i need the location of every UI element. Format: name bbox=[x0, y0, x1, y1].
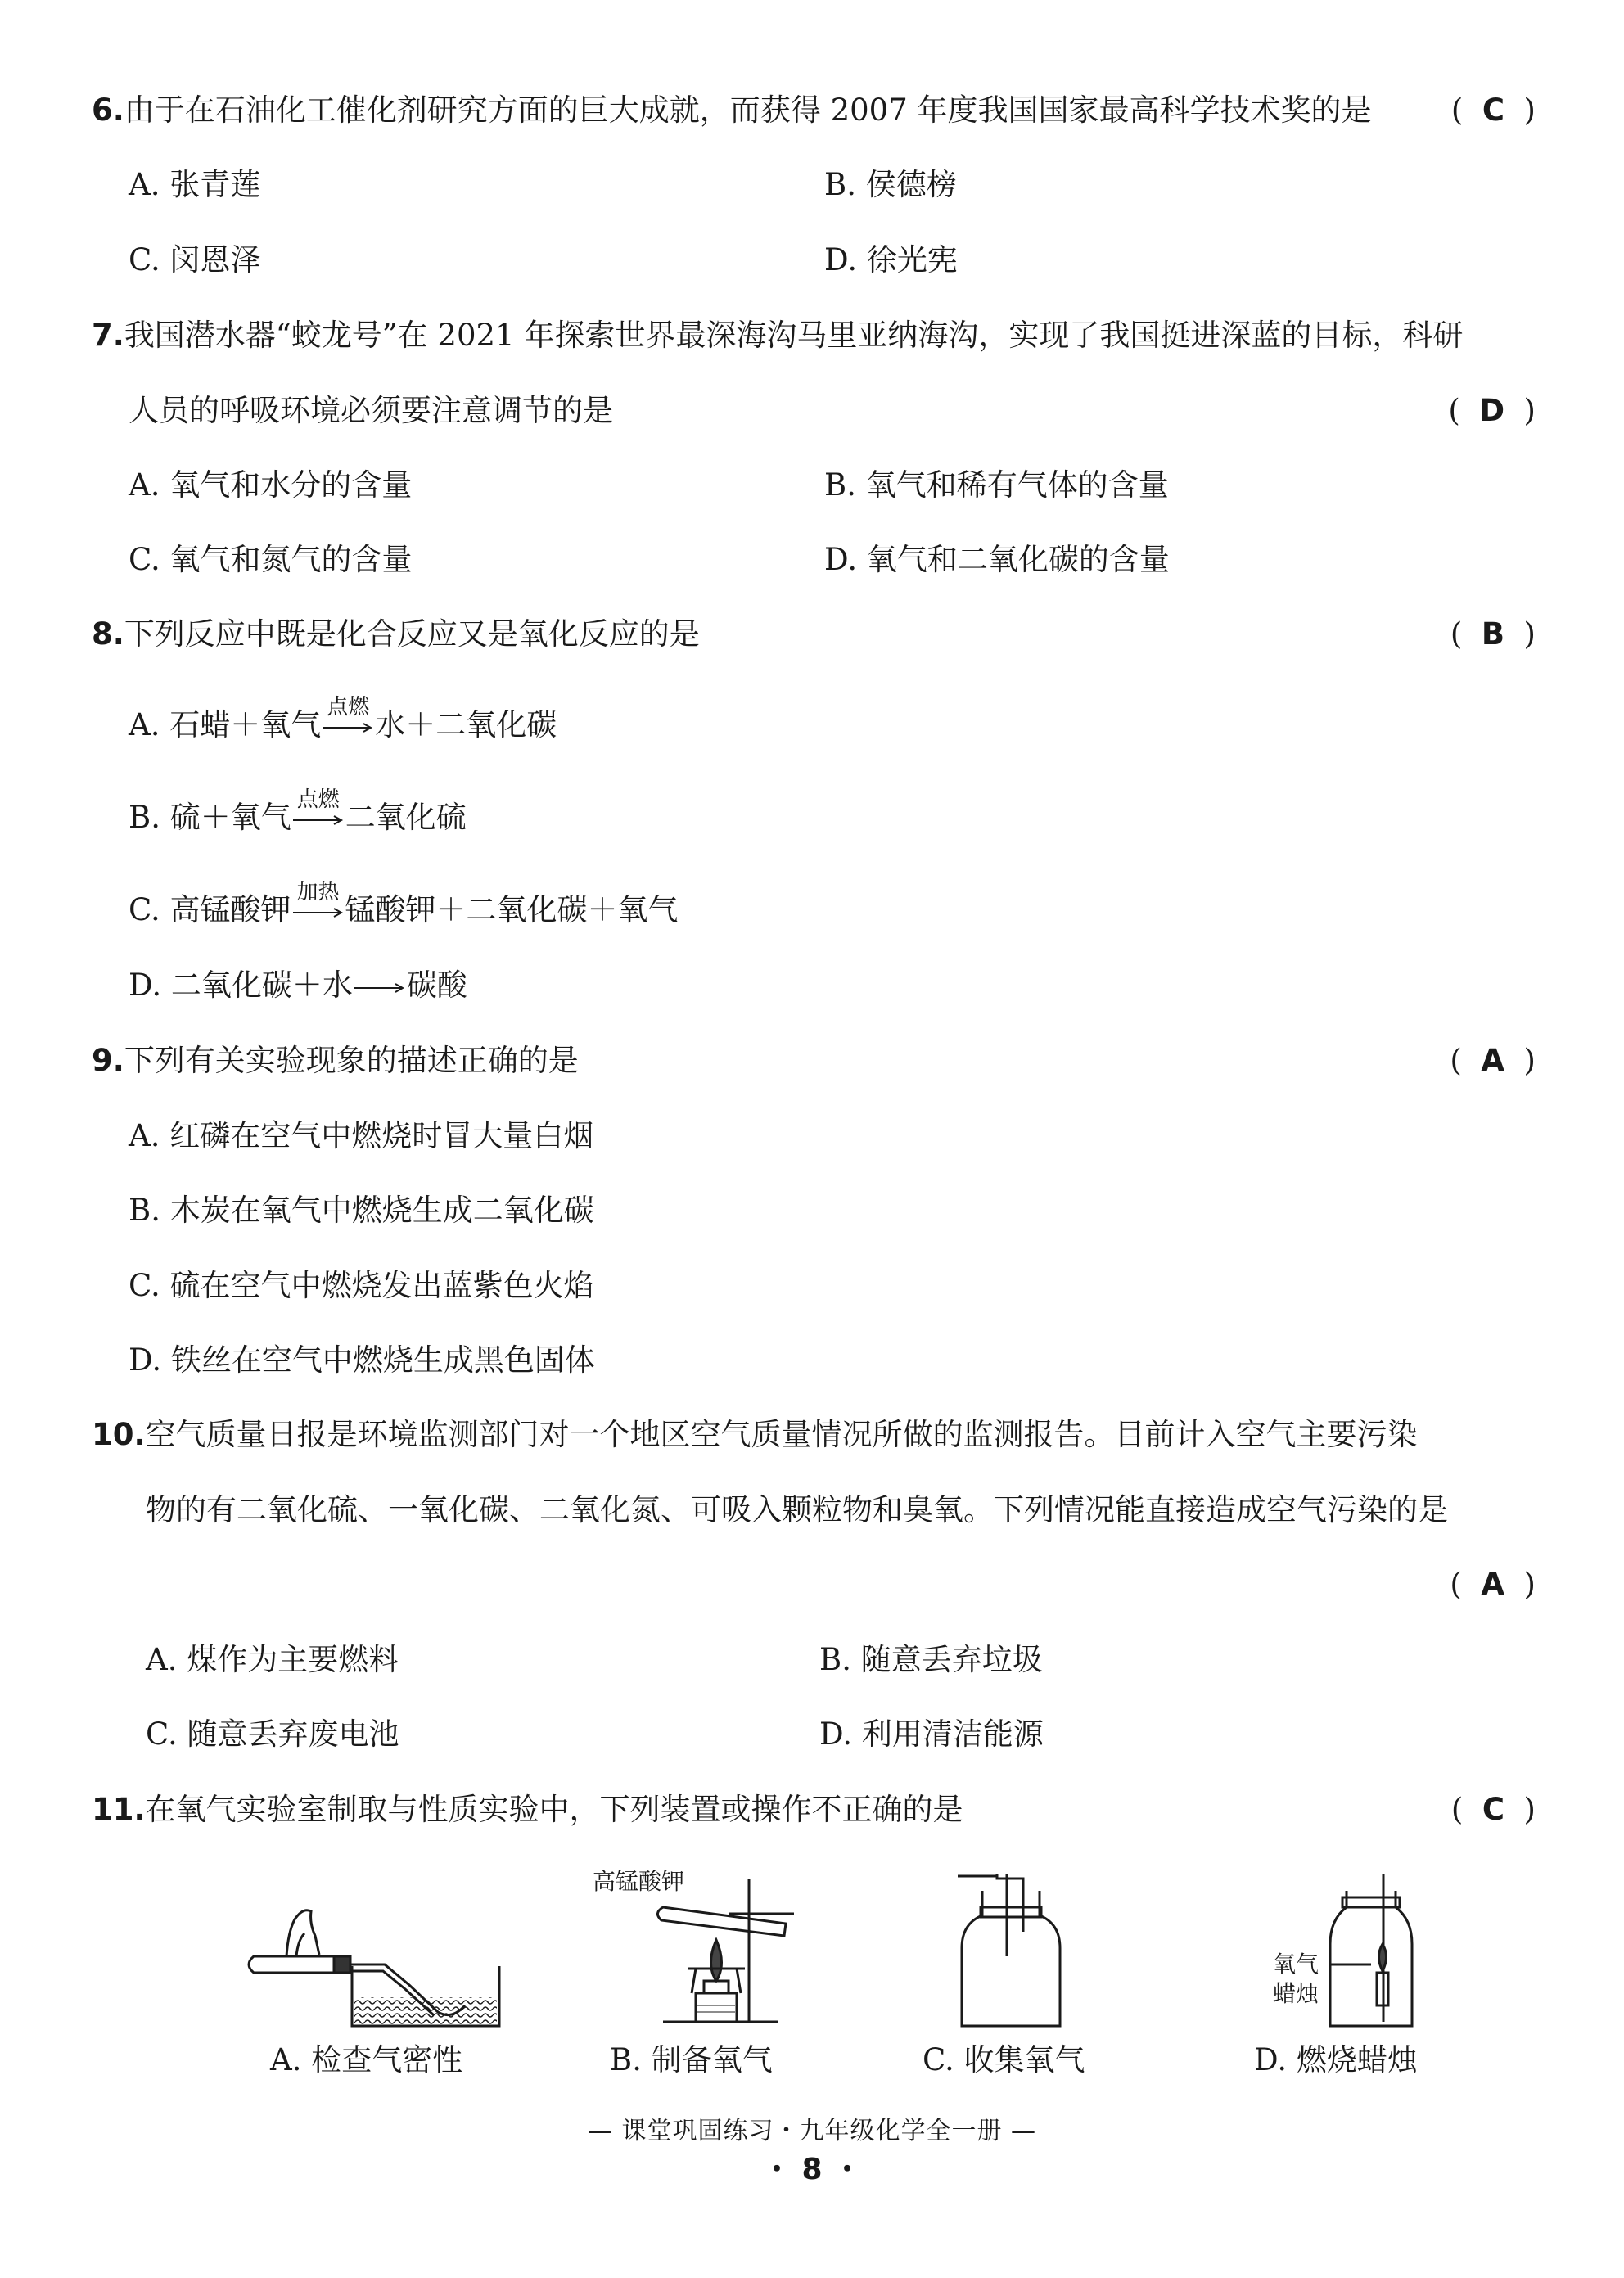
question-number: 7. bbox=[92, 318, 124, 353]
question-7-line2 bbox=[129, 393, 1534, 429]
option-d: D. 铁丝在空气中燃烧生成黑色固体 bbox=[129, 1342, 595, 1378]
option-c: C. 闵恩泽 bbox=[129, 242, 261, 277]
reactants: A. 石蜡＋氧气 bbox=[129, 707, 322, 742]
reaction-arrow bbox=[293, 879, 344, 921]
answer-7: ( D ) bbox=[1448, 393, 1536, 428]
option-a: A. 煤作为主要燃料 bbox=[146, 1642, 399, 1677]
answer-11: ( C ) bbox=[1450, 1792, 1536, 1827]
products: 水＋二氧化碳 bbox=[375, 707, 557, 742]
option-a: A. 氧气和水分的含量 bbox=[129, 467, 413, 503]
reaction-condition: 点燃 bbox=[296, 787, 340, 812]
reaction-option-b bbox=[129, 787, 467, 836]
question-text: 下列有关实验现象的描述正确的是 bbox=[124, 1043, 579, 1078]
reaction-arrow bbox=[293, 787, 344, 828]
figure-caption-c: C. 收集氧气 bbox=[923, 2042, 1085, 2077]
question-text: 物的有二氧化硫、一氧化碳、二氧化氮、可吸入颗粒物和臭氧。下列情况能直接造成空气污染的是 bbox=[146, 1492, 1448, 1527]
figure-caption-a: A. 检查气密性 bbox=[270, 2042, 463, 2077]
question-text: 在氧气实验室制取与性质实验中，下列装置或操作不正确的是 bbox=[145, 1792, 963, 1827]
question-number: 9. bbox=[92, 1043, 124, 1078]
reactants: B. 硫＋氧气 bbox=[129, 800, 291, 835]
question-6 bbox=[92, 92, 1534, 129]
footer-title: — 课堂巩固练习・九年级化学全一册 — bbox=[587, 2117, 1037, 2145]
answer-letter: B bbox=[1481, 616, 1505, 652]
question-11 bbox=[92, 1792, 1534, 1828]
question-number: 11. bbox=[92, 1792, 146, 1827]
reaction-option-d bbox=[129, 968, 467, 1004]
answer-10: ( A ) bbox=[1450, 1567, 1536, 1602]
reaction-condition: 加热 bbox=[296, 879, 340, 904]
answer-8: ( B ) bbox=[1450, 616, 1536, 652]
apparatus-d-candle-burning bbox=[1326, 1874, 1416, 2030]
option-b: B. 随意丢弃垃圾 bbox=[819, 1642, 1043, 1677]
option-c: C. 硫在空气中燃烧发出蓝紫色火焰 bbox=[129, 1268, 594, 1303]
option-d: D. 徐光宪 bbox=[824, 242, 958, 277]
question-number: 8. bbox=[92, 616, 124, 652]
option-a: A. 张青莲 bbox=[129, 167, 261, 202]
reaction-option-a bbox=[129, 694, 557, 743]
question-text: 我国潜水器“蛟龙号”在 2021 年探索世界最深海沟马里亚纳海沟，实现了我国挺进深蓝的目标，科研 bbox=[124, 318, 1464, 353]
figure-label-oxygen: 氧气 bbox=[1273, 1951, 1320, 1978]
figure-caption-d: D. 燃烧蜡烛 bbox=[1254, 2042, 1418, 2077]
option-d: D. 氧气和二氧化碳的含量 bbox=[824, 542, 1170, 577]
apparatus-b-oxygen-preparation bbox=[647, 1874, 810, 2030]
answer-9: ( A ) bbox=[1450, 1043, 1536, 1078]
option-b: B. 木炭在氧气中燃烧生成二氧化碳 bbox=[129, 1193, 594, 1228]
answer-letter: A bbox=[1481, 1567, 1505, 1602]
option-c: C. 氧气和氮气的含量 bbox=[129, 542, 413, 577]
question-text: 人员的呼吸环境必须要注意调节的是 bbox=[129, 393, 613, 428]
page-number: ・ 8 ・ bbox=[761, 2153, 863, 2186]
reactants: D. 二氧化碳＋水 bbox=[129, 968, 353, 1003]
reactants: C. 高锰酸钾 bbox=[129, 892, 291, 927]
question-number: 6. bbox=[92, 92, 124, 128]
answer-6: ( C ) bbox=[1450, 92, 1536, 128]
products: 二氧化硫 bbox=[345, 800, 467, 835]
answer-letter: C bbox=[1482, 92, 1505, 128]
figure-label-candle: 蜡烛 bbox=[1273, 1980, 1320, 2007]
reaction-option-c bbox=[129, 879, 679, 928]
question-10 bbox=[92, 1417, 1534, 1453]
figure-label-potassium-permanganate: 高锰酸钾 bbox=[593, 1868, 685, 1895]
question-text: 下列反应中既是化合反应又是氧化反应的是 bbox=[124, 616, 700, 652]
question-8 bbox=[92, 616, 1534, 652]
option-b: B. 侯德榜 bbox=[824, 167, 957, 202]
apparatus-c-oxygen-collection bbox=[958, 1874, 1064, 2030]
reaction-condition: 点燃 bbox=[327, 694, 370, 719]
question-number: 10. bbox=[92, 1417, 146, 1452]
reaction-arrow bbox=[323, 694, 373, 736]
option-c: C. 随意丢弃废电池 bbox=[146, 1716, 399, 1752]
products: 锰酸钾＋二氧化碳＋氧气 bbox=[345, 892, 679, 927]
option-b: B. 氧气和稀有气体的含量 bbox=[824, 467, 1169, 503]
option-a: A. 红磷在空气中燃烧时冒大量白烟 bbox=[129, 1118, 594, 1153]
figure-caption-b: B. 制备氧气 bbox=[610, 2042, 773, 2077]
question-9 bbox=[92, 1043, 1534, 1079]
products: 碳酸 bbox=[406, 968, 467, 1003]
apparatus-a-airtightness-check bbox=[237, 1874, 508, 2030]
question-10-line2 bbox=[146, 1492, 1534, 1528]
answer-letter: A bbox=[1481, 1043, 1505, 1078]
option-d: D. 利用清洁能源 bbox=[819, 1716, 1044, 1752]
question-text: 由于在石油化工催化剂研究方面的巨大成就，而获得 2007 年度我国国家最高科学技术奖的是 bbox=[124, 92, 1372, 128]
reaction-arrow bbox=[354, 980, 405, 996]
answer-letter: D bbox=[1479, 393, 1505, 428]
answer-letter: C bbox=[1482, 1792, 1505, 1827]
question-7 bbox=[92, 318, 1534, 354]
question-text: 空气质量日报是环境监测部门对一个地区空气质量情况所做的监测报告。目前计入空气主要污染 bbox=[145, 1417, 1418, 1452]
